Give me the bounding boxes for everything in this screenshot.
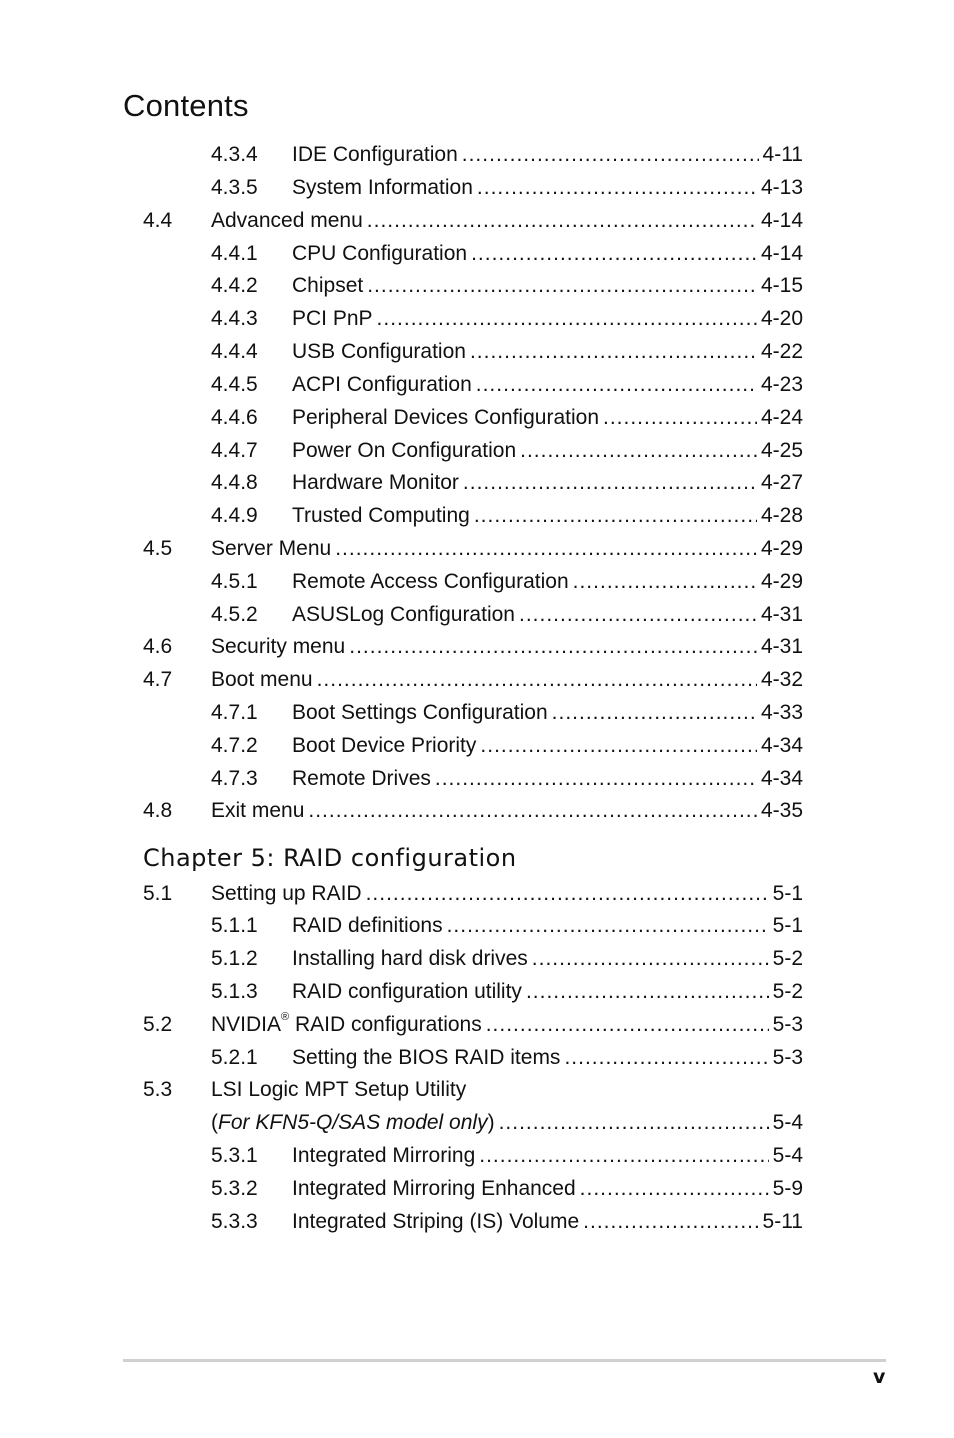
page-ref: 4-31 (760, 603, 803, 626)
dot-leader (603, 401, 757, 434)
toc-entry-5-1[interactable] (0, 877, 954, 910)
dot-leader (335, 532, 757, 565)
section-number: 4.4 (143, 209, 173, 232)
section-title: CPU Configuration (292, 242, 468, 265)
dot-leader (447, 909, 769, 942)
page-ref: 4-25 (760, 439, 803, 462)
section-title: LSI Logic MPT Setup Utility (211, 1078, 467, 1101)
page-ref: 4-27 (760, 471, 803, 494)
dot-leader (474, 499, 757, 532)
dot-leader (486, 1008, 769, 1041)
page-ref: 4-24 (760, 406, 803, 429)
page-ref: 5-3 (772, 1046, 803, 1069)
section-number: 4.4.8 (211, 471, 258, 494)
section-number: 4.6 (143, 635, 173, 658)
page-ref: 4-32 (760, 668, 803, 691)
section-number: 4.4.9 (211, 504, 258, 527)
section-title: Integrated Mirroring Enhanced (292, 1177, 576, 1200)
section-title: Exit menu (211, 799, 305, 822)
page-ref: 4-13 (760, 176, 803, 199)
section-number: 4.4.6 (211, 406, 258, 429)
brand-name: NVIDIA (211, 1013, 282, 1036)
toc-entry-5-3-1[interactable] (0, 1139, 954, 1172)
page-title: Contents (123, 88, 249, 123)
page-ref: 4-31 (760, 635, 803, 658)
section-number: 4.5 (143, 537, 173, 560)
dot-leader (367, 269, 757, 302)
page-ref: 5-4 (772, 1144, 803, 1167)
section-title: IDE Configuration (292, 143, 458, 166)
paren-open: ( (211, 1111, 218, 1134)
dot-leader (520, 434, 757, 467)
section-title: Security menu (211, 635, 346, 658)
toc-entry-4-5[interactable] (0, 532, 954, 565)
page-ref: 4-29 (760, 570, 803, 593)
section-number: 5.3.3 (211, 1210, 258, 1233)
toc-entry-4-5-1[interactable] (0, 565, 954, 598)
page-ref: 4-28 (760, 504, 803, 527)
section-title: Power On Configuration (292, 439, 517, 462)
toc-entry-4-4-5[interactable] (0, 368, 954, 401)
page-ref: 4-20 (760, 307, 803, 330)
dot-leader (580, 1172, 769, 1205)
page-ref: 5-2 (772, 947, 803, 970)
dot-leader (366, 877, 769, 910)
dot-leader (499, 1106, 769, 1139)
page-ref: 4-11 (762, 143, 803, 166)
section-title (211, 1008, 486, 1041)
section-number: 4.7.3 (211, 767, 258, 790)
dot-leader (573, 565, 757, 598)
toc-entry-4-3-4[interactable] (0, 138, 954, 171)
section-title: Integrated Mirroring (292, 1144, 476, 1167)
section-number: 4.5.1 (211, 570, 258, 593)
section-title: System Information (292, 176, 473, 199)
dot-leader (480, 729, 757, 762)
section-title: Installing hard disk drives (292, 947, 528, 970)
dot-leader (583, 1205, 758, 1238)
toc-entry-5-2[interactable] (0, 1008, 954, 1041)
dot-leader (462, 138, 759, 171)
toc-entry-4-4[interactable] (0, 204, 954, 237)
section-title-rest: RAID configurations (289, 1013, 482, 1036)
section-title: Remote Access Configuration (292, 570, 569, 593)
dot-leader (552, 696, 757, 729)
section-title: Server Menu (211, 537, 332, 560)
section-title: Peripheral Devices Configuration (292, 406, 599, 429)
page-ref: 4-29 (760, 537, 803, 560)
toc-entry-4-4-8[interactable] (0, 466, 954, 499)
toc-entry-5-1-2[interactable] (0, 942, 954, 975)
toc-entry-5-1-3[interactable] (0, 975, 954, 1008)
section-number: 4.4.3 (211, 307, 258, 330)
section-number: 5.2 (143, 1013, 173, 1036)
dot-leader (308, 794, 757, 827)
dot-leader (532, 942, 769, 975)
section-title: RAID definitions (292, 914, 443, 937)
section-title: ACPI Configuration (292, 373, 472, 396)
dot-leader (476, 368, 757, 401)
section-number: 4.7.2 (211, 734, 258, 757)
section-number: 4.3.4 (211, 143, 258, 166)
page-ref: 4-15 (760, 274, 803, 297)
dot-leader (477, 171, 757, 204)
section-number: 4.4.1 (211, 242, 258, 265)
dot-leader (463, 466, 757, 499)
model-note: For KFN5-Q/SAS model only (218, 1111, 488, 1134)
section-number: 4.7 (143, 668, 173, 691)
section-number: 5.3.1 (211, 1144, 258, 1167)
section-number: 5.1.2 (211, 947, 258, 970)
section-number: 4.4.7 (211, 439, 258, 462)
toc-entry-4-7-1[interactable] (0, 696, 954, 729)
toc-entry-4-7-3[interactable] (0, 762, 954, 795)
section-title: Trusted Computing (292, 504, 470, 527)
page-ref: 4-23 (760, 373, 803, 396)
toc-entry-5-3-2[interactable] (0, 1172, 954, 1205)
toc-entry-4-7[interactable] (0, 663, 954, 696)
section-number: 5.3.2 (211, 1177, 258, 1200)
dot-leader (479, 1139, 768, 1172)
section-number: 4.3.5 (211, 176, 258, 199)
dot-leader (471, 237, 757, 270)
toc-entry-4-7-2[interactable] (0, 729, 954, 762)
dot-leader (519, 598, 757, 631)
section-title: Setting the BIOS RAID items (292, 1046, 561, 1069)
page-ref: 5-9 (772, 1177, 803, 1200)
page-ref: 5-1 (772, 882, 803, 905)
section-number: 5.1 (143, 882, 173, 905)
toc-entry-4-4-6[interactable] (0, 401, 954, 434)
section-title: PCI PnP (292, 307, 373, 330)
dot-leader (317, 663, 757, 696)
dot-leader (435, 762, 757, 795)
page-ref: 5-4 (772, 1111, 803, 1134)
toc-entry-5-3[interactable] (0, 1073, 954, 1106)
toc-entry-4-4-1[interactable] (0, 237, 954, 270)
section-number: 5.1.3 (211, 980, 258, 1003)
section-title: Remote Drives (292, 767, 431, 790)
section-number: 5.3 (143, 1078, 173, 1101)
page-ref: 5-3 (772, 1013, 803, 1036)
page-ref: 4-14 (760, 209, 803, 232)
toc-entry-4-3-5[interactable] (0, 171, 954, 204)
section-title: Boot Settings Configuration (292, 701, 548, 724)
page-ref: 4-33 (760, 701, 803, 724)
section-title: Advanced menu (211, 209, 363, 232)
paren-close: ) (487, 1111, 495, 1134)
section-title-note (211, 1106, 499, 1139)
page-ref: 5-1 (772, 914, 803, 937)
toc-entry-4-4-9[interactable] (0, 499, 954, 532)
section-number: 5.1.1 (211, 914, 258, 937)
dot-leader (349, 630, 757, 663)
dot-leader (367, 204, 757, 237)
toc-entry-5-3-continued[interactable] (0, 1106, 954, 1139)
section-number: 4.5.2 (211, 603, 258, 626)
section-title: Integrated Striping (IS) Volume (292, 1210, 580, 1233)
section-title: Chipset (292, 274, 364, 297)
section-title: Setting up RAID (211, 882, 362, 905)
toc-entry-5-3-3[interactable] (0, 1205, 954, 1238)
section-number: 5.2.1 (211, 1046, 258, 1069)
toc-entry-5-1-1[interactable] (0, 909, 954, 942)
section-number: 4.4.4 (211, 340, 258, 363)
toc-entry-4-6[interactable] (0, 630, 954, 663)
section-number: 4.4.2 (211, 274, 258, 297)
toc-entry-4-4-2[interactable] (0, 269, 954, 302)
page-ref: 4-35 (760, 799, 803, 822)
section-title: ASUSLog Configuration (292, 603, 515, 626)
page-ref: 5-11 (762, 1210, 803, 1233)
toc-entry-5-2-1[interactable] (0, 1041, 954, 1074)
section-title: Hardware Monitor (292, 471, 459, 494)
page-ref: 4-34 (760, 734, 803, 757)
page-ref: 4-22 (760, 340, 803, 363)
dot-leader (470, 335, 757, 368)
section-number: 4.4.5 (211, 373, 258, 396)
page-ref: 4-14 (760, 242, 803, 265)
toc-entry-4-4-4[interactable] (0, 335, 954, 368)
section-number: 4.8 (143, 799, 173, 822)
section-title: USB Configuration (292, 340, 466, 363)
section-title: Boot menu (211, 668, 313, 691)
section-title: Boot Device Priority (292, 734, 477, 757)
dot-leader (377, 302, 757, 335)
toc-entry-4-4-7[interactable] (0, 434, 954, 467)
toc-entry-4-5-2[interactable] (0, 598, 954, 631)
dot-leader (526, 975, 769, 1008)
footer-divider (123, 1359, 886, 1362)
page-ref: 4-34 (760, 767, 803, 790)
section-title: RAID configuration utility (292, 980, 522, 1003)
page-number: v (873, 1366, 886, 1388)
page-ref: 5-2 (772, 980, 803, 1003)
registered-mark: ® (281, 1011, 290, 1023)
toc-entry-4-8[interactable] (0, 794, 954, 827)
section-number: 4.7.1 (211, 701, 258, 724)
toc-entry-4-4-3[interactable] (0, 302, 954, 335)
chapter-heading[interactable]: Chapter 5: RAID configuration (143, 844, 517, 872)
dot-leader (564, 1041, 768, 1074)
